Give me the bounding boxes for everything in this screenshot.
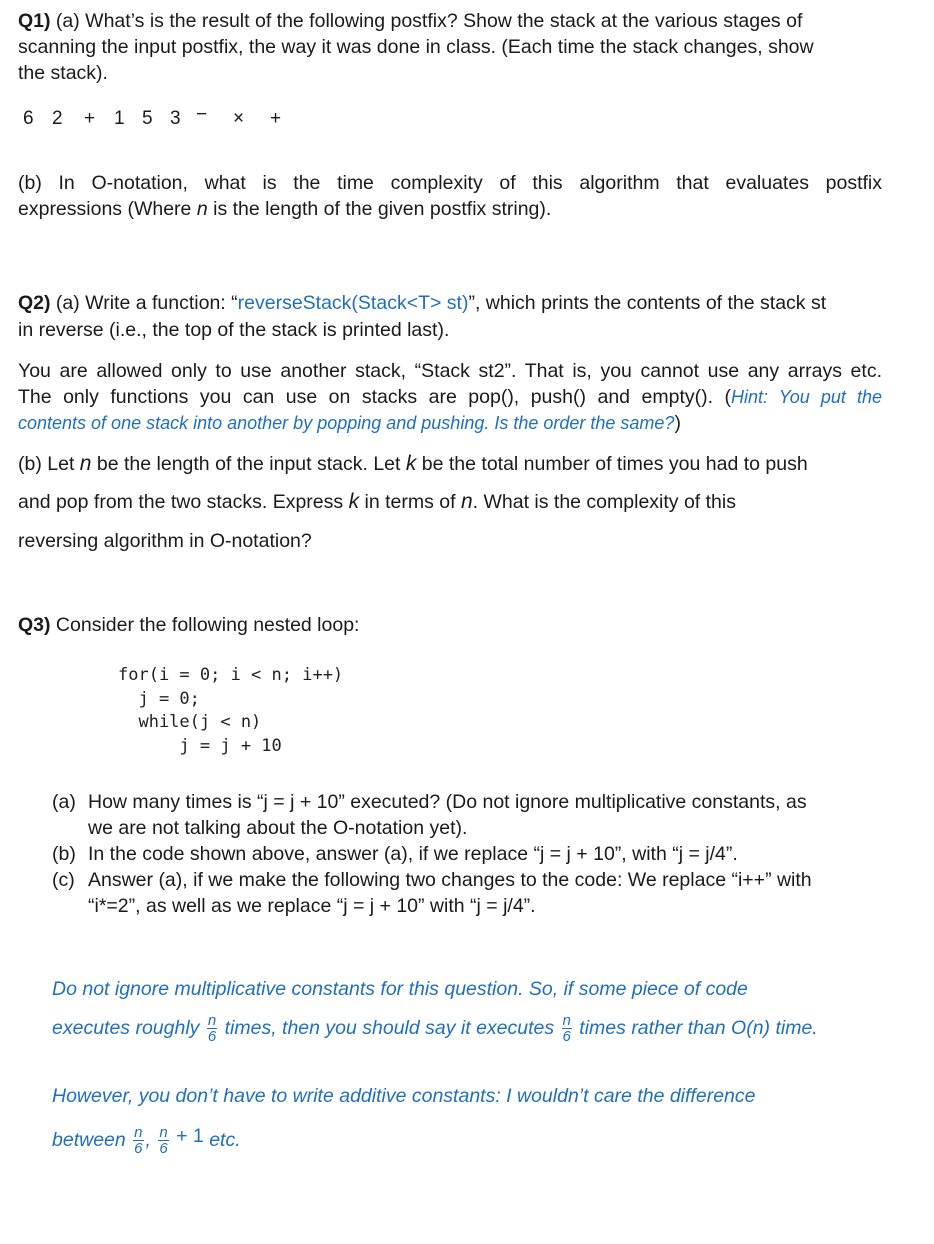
text: and pop from the two stacks. Express — [18, 491, 349, 513]
q2-line2: in reverse (i.e., the top of the stack is printed last). — [18, 319, 450, 341]
note-line3: However, you don’t have to write additive constants: I wouldn’t care the difference — [52, 1085, 756, 1107]
plus-sign: + — [170, 1125, 193, 1147]
q2-label: Q2) — [18, 292, 51, 314]
text: etc. — [203, 1129, 241, 1151]
code-line: while(j < n) — [118, 712, 262, 732]
text: ) — [674, 412, 681, 434]
var-k: k — [405, 452, 417, 475]
note-line2 — [52, 1008, 818, 1048]
q1-label: Q1) — [18, 10, 51, 32]
numerator: n — [159, 1124, 168, 1142]
denominator: 6 — [159, 1140, 168, 1158]
text: be the length of the input stack. Let — [91, 453, 406, 475]
note-line1: Do not ignore multiplicative constants for this question. So, if some piece of code — [52, 978, 748, 1000]
postfix-token: − — [196, 104, 208, 125]
q3-a-label: (a) — [52, 791, 76, 813]
text: expressions (Where — [18, 198, 197, 220]
q1-b-line2 — [18, 196, 551, 222]
var-n: n — [196, 198, 208, 220]
text: Consider the following nested loop: — [50, 614, 360, 636]
text: times, then you should say it executes — [219, 1017, 560, 1039]
text: (b) Let — [18, 453, 80, 475]
fraction-n-over-6 — [158, 1125, 168, 1156]
q2-b-line2 — [18, 489, 736, 515]
text: , — [145, 1129, 157, 1151]
q2-line1 — [18, 290, 826, 316]
q1-line1 — [18, 8, 802, 34]
q3-c-line2: “i*=2”, as well as we replace “j = j + 10” with “j = j/4”. — [88, 895, 536, 917]
text: The only functions you can use on stacks are pop(), push() and empty(). ( — [18, 386, 731, 408]
postfix-token: 2 — [52, 108, 63, 129]
var-k: k — [348, 490, 360, 513]
postfix-token: + — [270, 108, 282, 129]
q2-b-line1 — [18, 451, 808, 477]
postfix-token: × — [233, 108, 245, 129]
text: ”, which prints the contents of the stack st — [468, 292, 827, 314]
q3-b-line1: In the code shown above, answer (a), if we replace “j = j + 10”, with “j = j/4”. — [88, 843, 738, 865]
denominator: 6 — [134, 1140, 143, 1158]
q2-p2-line2 — [18, 384, 882, 410]
hint-text: Hint: You put the — [731, 387, 882, 407]
function-signature: reverseStack(Stack<T> st) — [237, 292, 469, 314]
q1-line3: the stack). — [18, 62, 108, 84]
postfix-token: 1 — [114, 108, 125, 129]
numerator: n — [207, 1012, 217, 1030]
code-line: j = j + 10 — [118, 736, 282, 756]
q2-p2-line1: You are allowed only to use another stack, “Stack st2”. That is, you cannot use any arrays etc. — [18, 360, 882, 382]
postfix-token: 6 — [23, 108, 34, 129]
q3-c-label: (c) — [52, 869, 75, 891]
hint-text: contents of one stack into another by popping and pushing. Is the order the same? — [18, 413, 675, 433]
var-n: n — [79, 452, 92, 475]
var-n: n — [460, 490, 473, 513]
text: . What is the complexity of this — [472, 491, 736, 513]
text: between — [52, 1129, 132, 1151]
q1-line2: scanning the input postfix, the way it was done in class. (Each time the stack changes, show — [18, 36, 814, 58]
q1-b-line1: (b) In O-notation, what is the time complexity of this algorithm that evaluates postfix — [18, 172, 882, 194]
q2-p2-line3 — [18, 410, 681, 436]
q3-line1 — [18, 612, 359, 638]
q2-b-line3: reversing algorithm in O-notation? — [18, 530, 312, 552]
code-line: j = 0; — [118, 689, 200, 709]
numerator: n — [134, 1124, 143, 1142]
denominator: 6 — [562, 1028, 571, 1046]
q1-a-text: (a) What’s is the result of the following postfix? Show the stack at the various stages of — [50, 10, 803, 32]
q3-c-line1: Answer (a), if we make the following two changes to the code: We replace “i++” with — [88, 869, 812, 891]
text: (a) Write a function: “ — [50, 292, 238, 314]
text: times rather than O(n) time. — [573, 1017, 818, 1039]
postfix-token: 3 — [170, 108, 181, 129]
text: executes roughly — [52, 1017, 205, 1039]
q3-a-line1: How many times is “j = j + 10” executed? (Do not ignore multiplicative constants, as — [88, 791, 807, 813]
fraction-n-over-6 — [133, 1125, 143, 1156]
q3-b-label: (b) — [52, 843, 76, 865]
note-line4 — [52, 1116, 241, 1160]
postfix-token: + — [84, 108, 96, 129]
text: be the total number of times you had to push — [416, 453, 808, 475]
q3-label: Q3) — [18, 614, 51, 636]
denominator: 6 — [207, 1028, 217, 1046]
constant-one: 1 — [192, 1125, 204, 1147]
fraction-n-over-6 — [207, 1013, 217, 1044]
text: in terms of — [359, 491, 461, 513]
q3-a-line2: we are not talking about the O-notation yet). — [88, 817, 468, 839]
numerator: n — [562, 1012, 571, 1030]
postfix-token: 5 — [142, 108, 153, 129]
fraction-n-over-6 — [562, 1013, 572, 1044]
code-line: for(i = 0; i < n; i++) — [118, 665, 344, 685]
text: is the length of the given postfix string). — [207, 198, 552, 220]
